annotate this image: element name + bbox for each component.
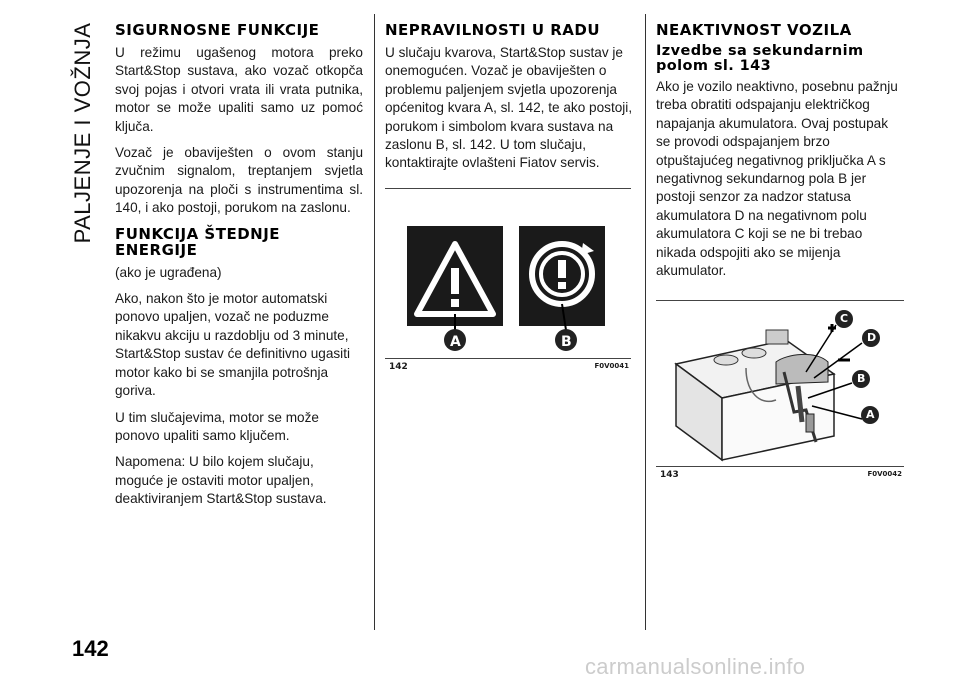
page-number: 142 <box>72 636 109 661</box>
figure-142 <box>385 186 633 376</box>
column-divider <box>645 14 646 630</box>
callout-a-label: A <box>866 408 875 421</box>
figure-143 <box>656 296 906 486</box>
figure-code: F0V0042 <box>867 470 902 478</box>
paragraph: Ako je vozilo neaktivno, posebnu pažnju treba obratiti odspajanju električkog napajanja akumulatora. Ovaj postupak se provodi odspajanjem brzo otpuštajućeg negativnog priključka A s negativnog sekundarnog pola B jer postoji senzor za nadzor statusa akumulatora D na negativnom polu akumulatora C koji se ne bi trebao nikada odspojiti ako se mijenja akumulator. <box>656 79 898 279</box>
heading-vehicle-inactivity: NEAKTIVNOST VOZILA <box>656 21 852 39</box>
section-side-title <box>72 18 94 248</box>
paragraph: Vozač je obaviješten o ovom stanju zvučnim signalom, treptanjem svjetla upozorenja na ploči s instrumentima sl. 140, i ako postoji, porukom na zaslonu. <box>115 145 363 216</box>
callout-c-label: C <box>840 312 849 325</box>
warning-lamps-illustration <box>385 196 633 366</box>
watermark-footer: carmanualsonline.info <box>585 654 806 679</box>
heading-energy-saving: FUNKCIJA ŠTEDNJE ENERGIJE <box>115 224 281 259</box>
side-title-text: PALJENJE I VOŽNJA <box>70 22 95 244</box>
column-middle <box>385 22 633 181</box>
figure-code: F0V0041 <box>594 362 629 370</box>
figure-top-rule <box>656 300 904 301</box>
figure-number: 143 <box>660 470 679 480</box>
figure-bottom-rule <box>656 466 904 467</box>
figure-bottom-rule <box>385 358 631 359</box>
figure-top-rule <box>385 188 631 189</box>
paragraph: Napomena: U bilo kojem slučaju, moguće je ostaviti motor upaljen, deaktiviranjem Start&Stop sustava. <box>115 454 327 507</box>
callout-b-label: B <box>857 372 866 385</box>
figure-number: 142 <box>389 362 408 372</box>
exclamation-mark-icon <box>451 268 459 294</box>
paragraph: U režimu ugašenog motora preko Start&Stop sustava, ako vozač otkopča svoj pojas i otvori vrata ili vrata putnika, motor se može upaliti samo uz pomoć ključa. <box>115 45 363 134</box>
paragraph: (ako je ugrađena) <box>115 264 222 280</box>
heading-malfunctions: NEPRAVILNOSTI U RADU <box>385 21 601 39</box>
heading-safety-functions: SIGURNOSNE FUNKCIJE <box>115 21 320 39</box>
paragraph: U tim slučajevima, motor se može ponovo upaliti samo ključem. <box>115 409 319 443</box>
column-left <box>115 22 363 517</box>
callout-d-label: D <box>867 331 877 344</box>
paragraph: U slučaju kvarova, Start&Stop sustav je onemogućen. Vozač je obaviješten o problemu paljenjem svjetla upozorenja općenitog kvara A, sl. 142, te ako postoji, porukom i simbolom kvara sustava na zaslonu B, sl. 142. U tom slučaju, kontaktirajte ovlašteni Fiatov servis. <box>385 45 633 171</box>
subheading-secondary-pole: Izvedbe sa sekundarnim polom sl. 143 <box>656 43 864 74</box>
callout-a-label: A <box>450 334 461 350</box>
column-divider <box>374 14 375 630</box>
callout-b-label: B <box>561 334 572 350</box>
paragraph: Ako, nakon što je motor automatski ponovo upaljen, vozač ne poduzme nikakvu akciju u razdoblju od 3 minute, Start&Stop sustav će definitivno ugasiti motor kako bi se smanjila potrošnja goriva. <box>115 291 350 399</box>
column-right <box>656 22 906 288</box>
battery-illustration <box>656 302 906 467</box>
